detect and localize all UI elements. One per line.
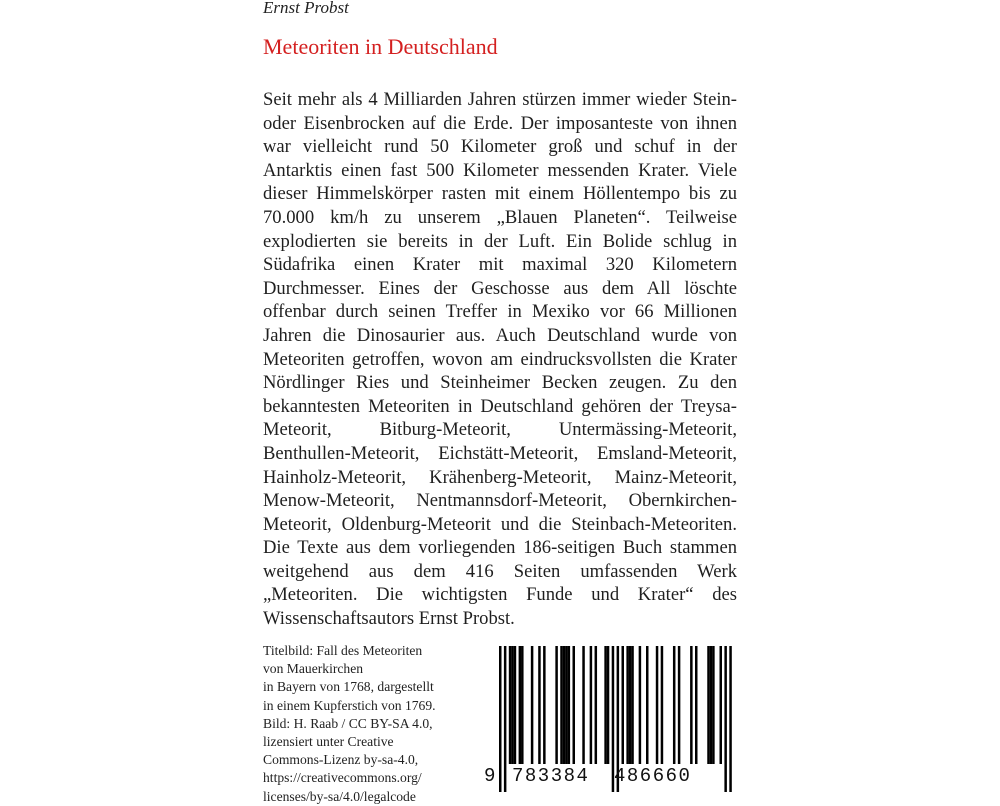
isbn-barcode [474,640,738,800]
barcode-bar [565,646,568,764]
barcode-bar [514,646,517,764]
credit-line: lizensiert unter Creative [263,734,394,750]
barcode-digits-right: 486660 [614,765,692,787]
barcode-bar [639,646,642,764]
barcode-bar [595,646,598,764]
barcode-bar [538,646,541,764]
barcode-bar [604,646,607,764]
barcode-bar [661,646,664,764]
credit-line: Commons-Lizenz by-sa-4.0, [263,752,419,768]
author-name: Ernst Probst [263,0,349,17]
credit-line: licenses/by-sa/4.0/legalcode [263,788,416,804]
barcode-bar [521,646,524,764]
book-title: Meteoriten in Deutschland [263,34,498,59]
barcode-bar [499,646,502,792]
barcode-bar [607,646,610,764]
barcode-bar [555,646,558,764]
barcode-bar [629,646,632,764]
credit-line: Bild: H. Raab / CC BY-SA 4.0, [263,715,433,731]
credit-line: in einem Kupferstich von 1769. [263,697,436,713]
barcode-bar [710,646,713,764]
barcode-digit-first: 9 [484,765,496,787]
barcode-bar [724,646,727,792]
barcode-bar [573,646,576,764]
credit-line: Titelbild: Fall des Meteoriten [263,643,423,658]
barcode-bar [543,646,546,764]
barcode-digits-left: 783384 [512,765,590,787]
barcode-bar [656,646,659,764]
barcode-bar [631,646,634,764]
credit-line: in Bayern von 1768, dargestellt [263,679,434,695]
barcode-bar [729,646,732,792]
barcode-bar [695,646,698,764]
barcode-bar [568,646,571,764]
barcode-bar [622,646,625,764]
image-credit [263,642,478,806]
barcode-bar [720,646,723,764]
credit-line: von Mauerkirchen [263,661,364,677]
barcode-bar [678,646,681,764]
barcode-bar [582,646,585,764]
barcode-bar [511,646,514,764]
barcode-bar [560,646,563,764]
barcode-bar [509,646,512,764]
barcode-bar [563,646,566,764]
barcode-bar [590,646,593,764]
book-blurb: Seit mehr als 4 Milliarden Jahren stürzen immer wieder Stein- oder Eisenbrocken auf die Erde. Der imposanteste von ihnen war vielleicht rund 50 Kilometer groß und schuf in der Antarktis einen fast 500 Kilometer messenden Krater. Viele dieser Himmelskörper rasten mit einem Höllentempo bis zu 70.000 km/h zu unserem „Blauen Planeten“. Teilweise explodierten sie bereits in der Luft. Ein Bolide schlug in Südafrika einen Krater mit maximal 320 Kilometern Durchmesser. Eines der Geschosse aus dem All löschte offenbar durch seinen Treffer in Mexiko vor 66 Millionen Jahren die Dinosaurier aus. Auch Deutschland wurde von Meteoriten getroffen, wovon am eindrucksvollsten die Krater Nördlinger Ries und Steinheimer Becken zeugen. Zu den bekanntesten Meteoriten in Deutschland gehören der Treysa-Meteorit, Bitburg-Meteorit, Untermässing-Meteorit, Benthullen-Meteorit, Eichstätt-Meteorit, Emsland-Meteorit, Hainholz-Meteorit, Krähenberg-Meteorit, Mainz-Meteorit, Menow-Meteorit, Nentmannsdorf-Meteorit, Obernkirchen-Meteorit, Oldenburg-Meteorit und die Steinbach-Meteoriten. Die Texte aus dem vorliegenden 186-seitigen Buch stammen weitgehend aus dem 416 Seiten umfassenden Werk „Meteoriten. Die wichtigsten Funde und Krater“ des Wissenschaftsautors Ernst Probst. [263,89,737,630]
barcode-bar [646,646,649,764]
barcode-bar [626,646,629,764]
barcode-bar [690,646,693,764]
credit-line: https://creativecommons.org/ [263,770,422,786]
barcode-bar [519,646,522,764]
barcode-bar [707,646,710,764]
barcode-bar [673,646,676,764]
barcode-bar [531,646,534,764]
barcode-bar [712,646,715,764]
barcode-bar [504,646,507,792]
